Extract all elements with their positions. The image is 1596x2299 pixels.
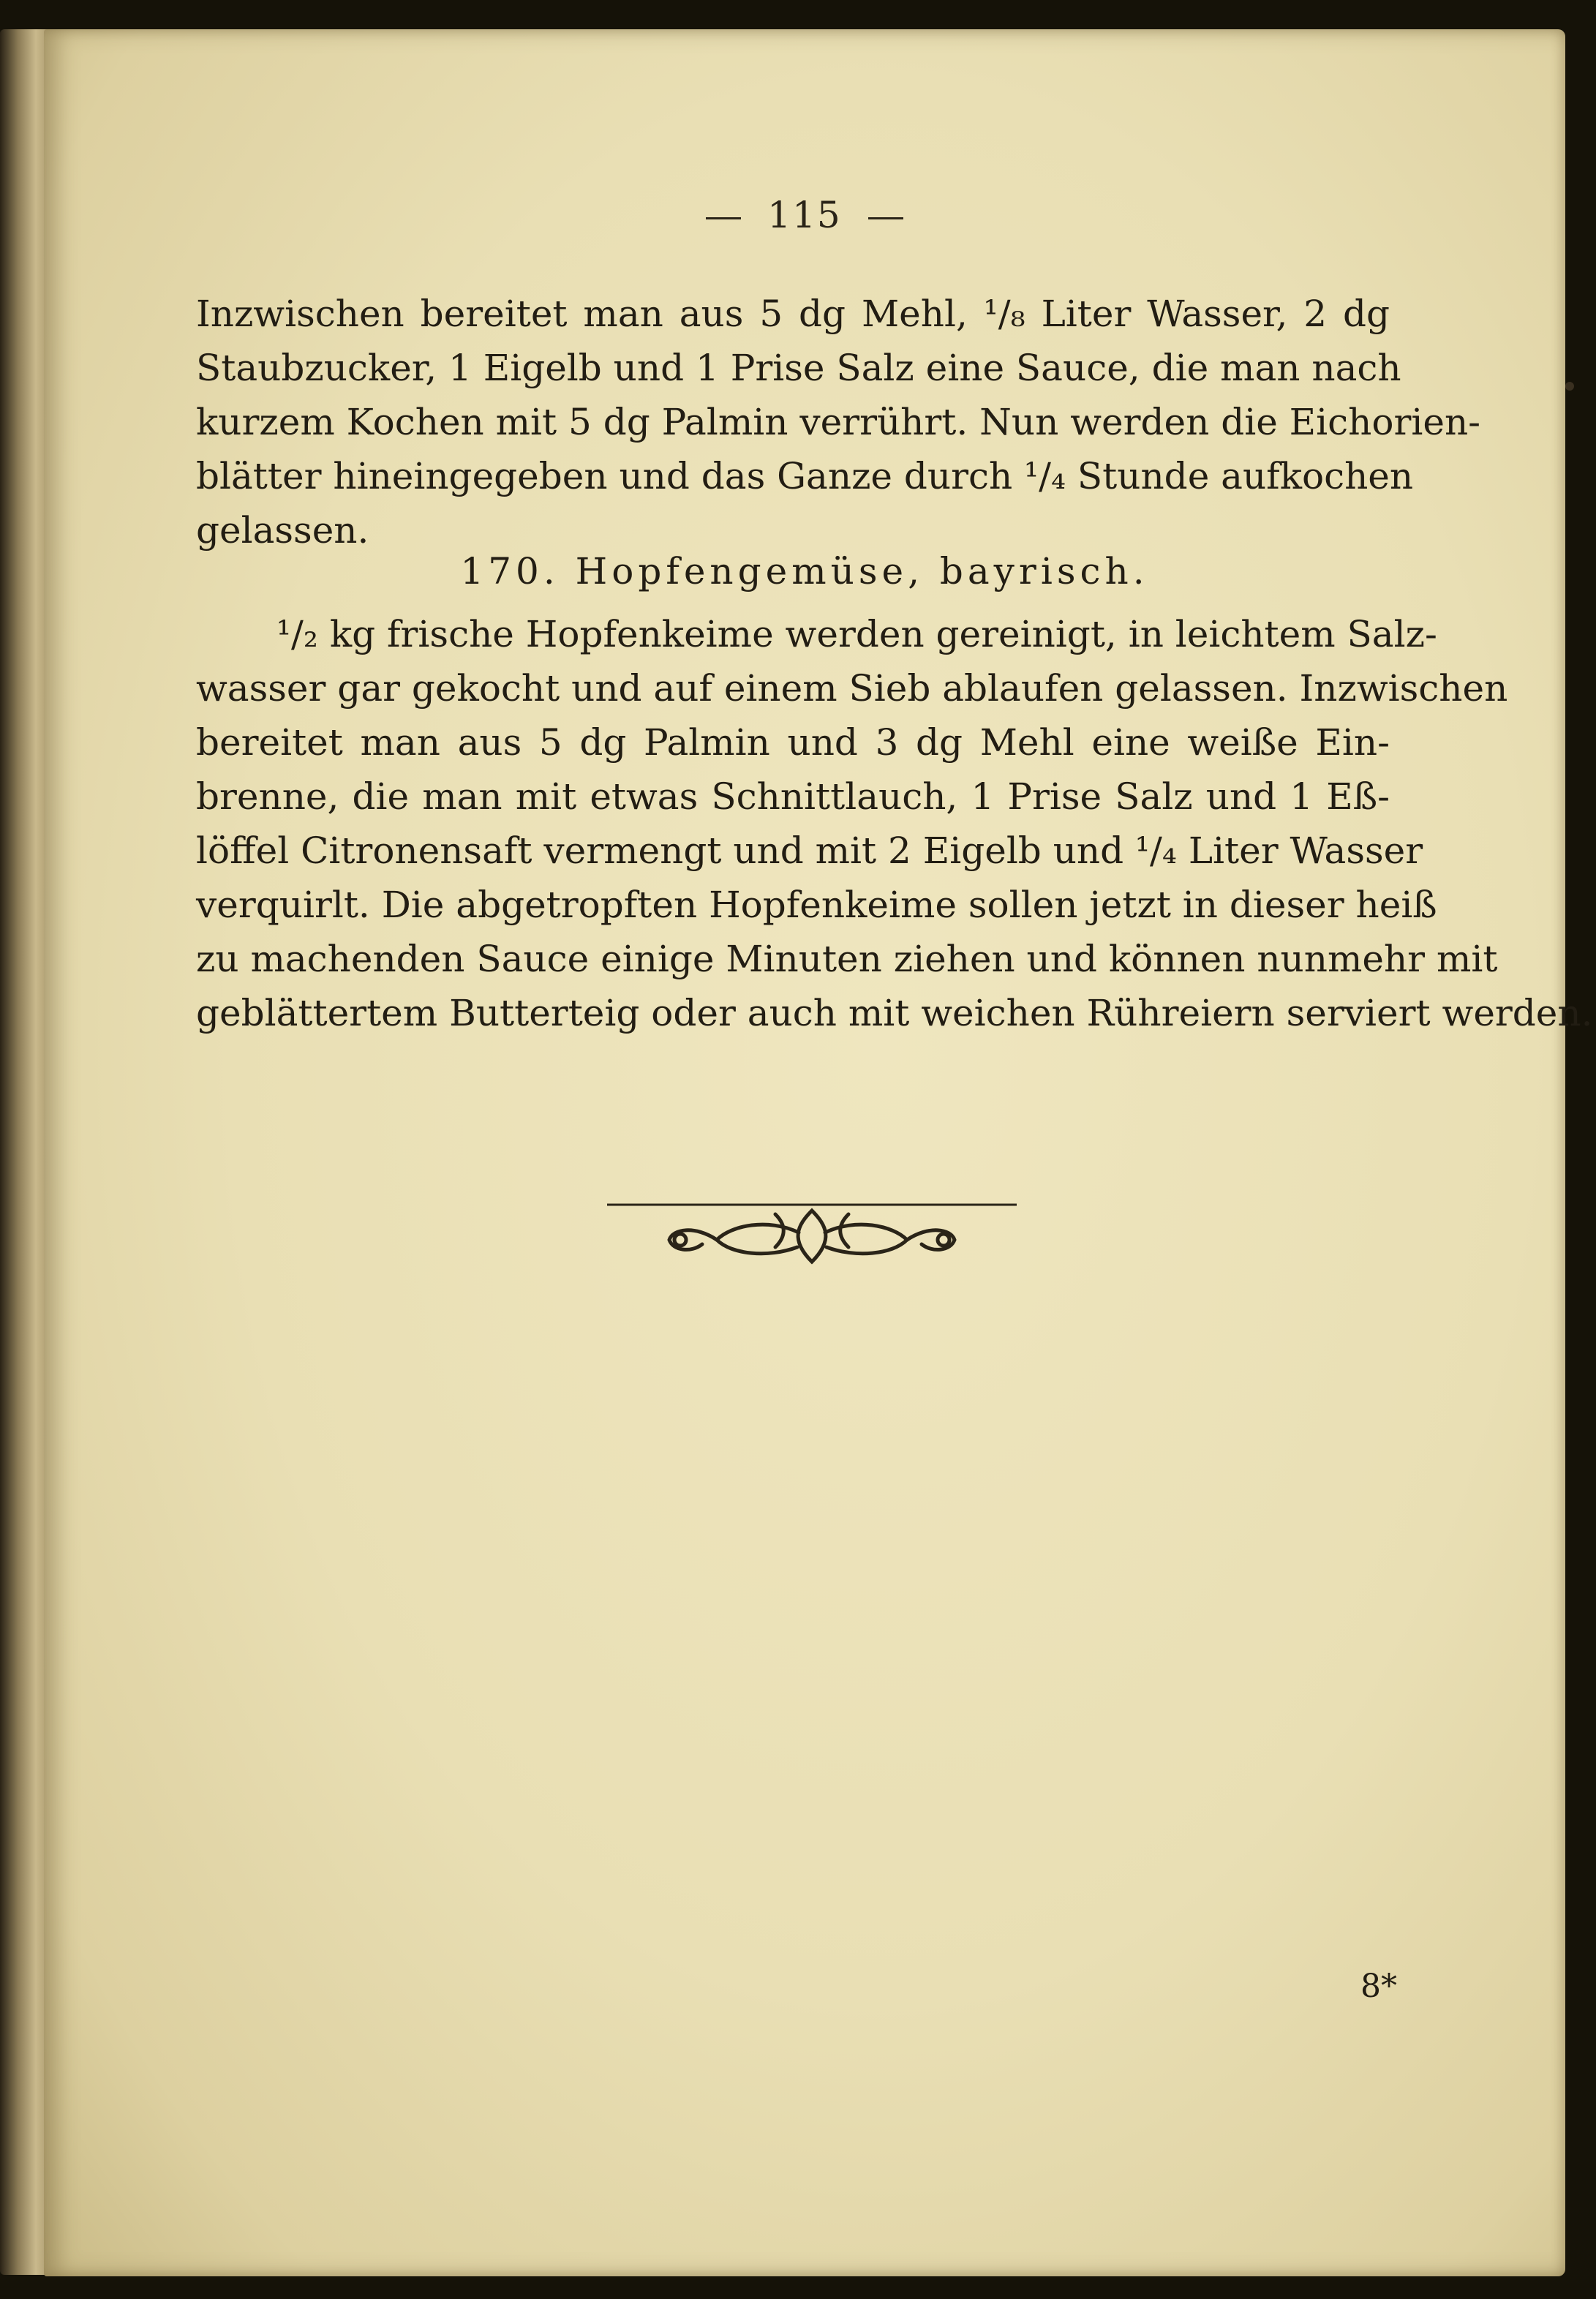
decorative-ornament (607, 1196, 1017, 1276)
text-line: Inzwischen bereitet man aus 5 dg Mehl, ¹/₈ Liter Wasser, 2 dg (196, 293, 1390, 335)
text-line: wasser gar gekocht und auf einem Sieb ablaufen gelassen. Inzwischen (196, 667, 1508, 710)
scan-border (44, 2276, 1565, 2299)
paper-spot (1565, 382, 1574, 391)
text-line: Staubzucker, 1 Eigelb und 1 Prise Salz eine Sauce, die man nach (196, 347, 1401, 389)
book-page (44, 29, 1593, 2276)
text-line: gelassen. (196, 509, 369, 552)
page-header (44, 194, 1565, 236)
text-line: blätter hineingegeben und das Ganze durch ¹/₄ Stunde aufkochen (196, 455, 1414, 497)
text-line: kurzem Kochen mit 5 dg Palmin verrührt. Nun werden die Eichorien- (196, 401, 1481, 443)
text-line: geblättertem Butterteig oder auch mit weichen Rühreiern serviert werden. (196, 992, 1593, 1034)
text-line: ¹/₂ kg frische Hopfenkeime werden gereinigt, in leichtem Salz- (276, 613, 1437, 655)
paragraph-continuation (196, 287, 1481, 557)
page-number: 115 (767, 194, 842, 236)
text-line: zu machenden Sauce einige Minuten ziehen und können nunmehr mit (196, 938, 1498, 980)
text-line: bereitet man aus 5 dg Palmin und 3 dg Mehl eine weiße Ein- (196, 721, 1390, 764)
text-line: löffel Citronensaft vermengt und mit 2 Eigelb und ¹/₄ Liter Wasser (196, 829, 1423, 872)
text-line: brenne, die man mit etwas Schnittlauch, 1 Prise Salz und 1 Eß- (196, 775, 1390, 818)
text-line: verquirlt. Die abgetropften Hopfenkeime sollen jetzt in dieser heiß (196, 884, 1437, 926)
signature-mark: 8* (1360, 1968, 1397, 2005)
recipe-title: 170. Hopfengemüse, bayrisch. (460, 550, 1149, 592)
header-dash-right (868, 217, 903, 219)
recipe-paragraph (196, 607, 1593, 1040)
header-dash-left (706, 217, 741, 219)
